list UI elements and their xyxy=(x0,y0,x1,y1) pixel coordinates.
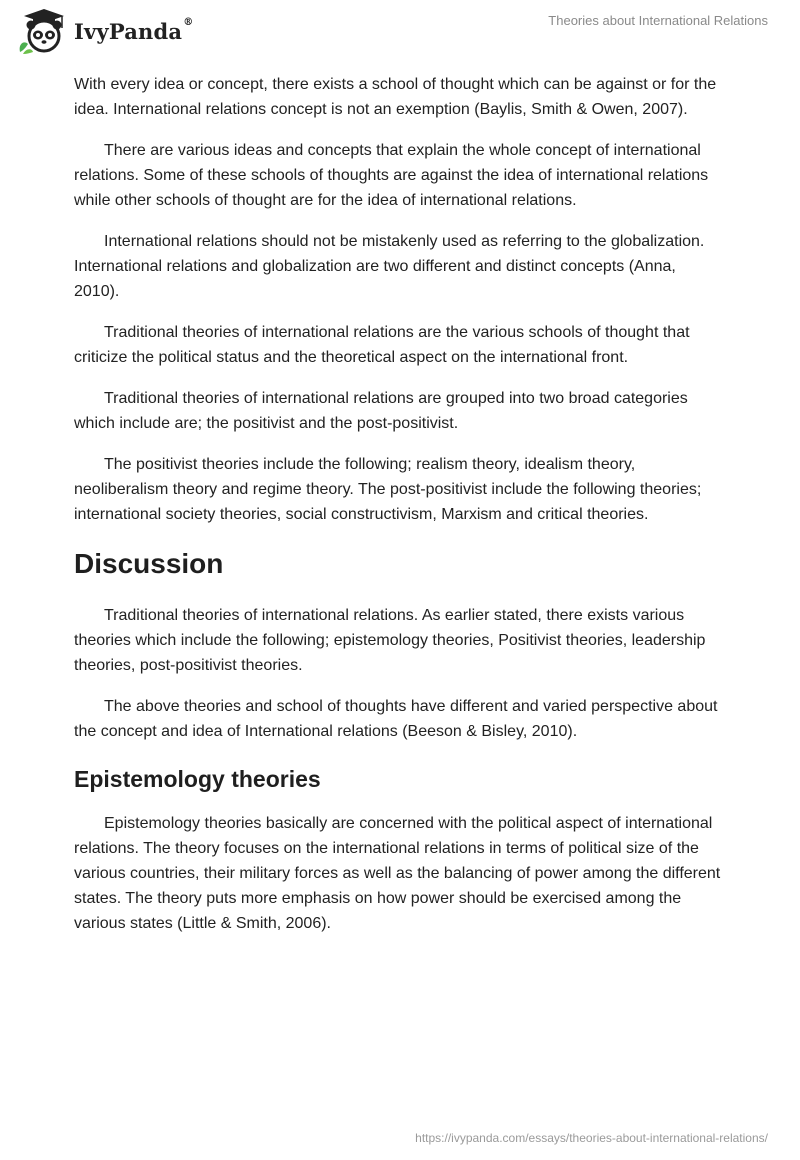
paragraph-intro: With every idea or concept, there exists a school of thought which can be against or for the idea. International relations concept is not an exemption (Baylis, Smith & Owen, 2007). xyxy=(74,76,717,118)
brand-logo[interactable] xyxy=(14,8,193,54)
paragraph: Traditional theories of international relations are the various schools of thought that criticize the political status and the theoretical aspect on the international front. xyxy=(74,324,690,366)
paragraph: Traditional theories of international relations are grouped into two broad categories which include are; the positivist and the post-positivist. xyxy=(74,390,688,432)
registered-mark: ® xyxy=(183,16,194,28)
paragraph: Epistemology theories basically are concerned with the political aspect of international relations. The theory focuses on the international relations in terms of political size of the various countries, their military forces as well as the balancing of power among the different states. The theory puts more emphasis on how power should be exercised among the various states (Little & Smith, 2006). xyxy=(74,815,721,932)
paragraph: The above theories and school of thoughts have different and varied perspective about the concept and idea of International relations (Beeson & Bisley, 2010). xyxy=(74,698,718,740)
source-url[interactable]: https://ivypanda.com/essays/theories-about-international-relations/ xyxy=(415,1131,768,1145)
heading-epistemology-theories: Epistemology theories xyxy=(74,766,321,792)
page-header xyxy=(0,0,800,62)
paragraph: Traditional theories of international relations. As earlier stated, there exists various theories which include the following; epistemology theories, Positivist theories, leadership theories, post-positivist theories. xyxy=(74,607,706,674)
document-title: Theories about International Relations xyxy=(548,13,768,28)
paragraph: International relations should not be mistakenly used as referring to the globalization. International relations and globalization are two different and distinct concepts (Anna, 2010). xyxy=(74,233,705,300)
heading-discussion: Discussion xyxy=(74,548,224,579)
paragraph: The positivist theories include the following; realism theory, idealism theory, neoliberalism theory and regime theory. The post-positivist include the following theories; international society theories, social constructivism, Marxism and critical theories. xyxy=(74,456,702,523)
brand-name: IvyPanda® xyxy=(74,16,194,44)
paragraph: There are various ideas and concepts that explain the whole concept of international relations. Some of these schools of thoughts are against the idea of international relations while other schools of thought are for the idea of international relations. xyxy=(74,142,709,209)
essay-body xyxy=(74,72,724,952)
panda-graduate-icon xyxy=(14,6,72,56)
